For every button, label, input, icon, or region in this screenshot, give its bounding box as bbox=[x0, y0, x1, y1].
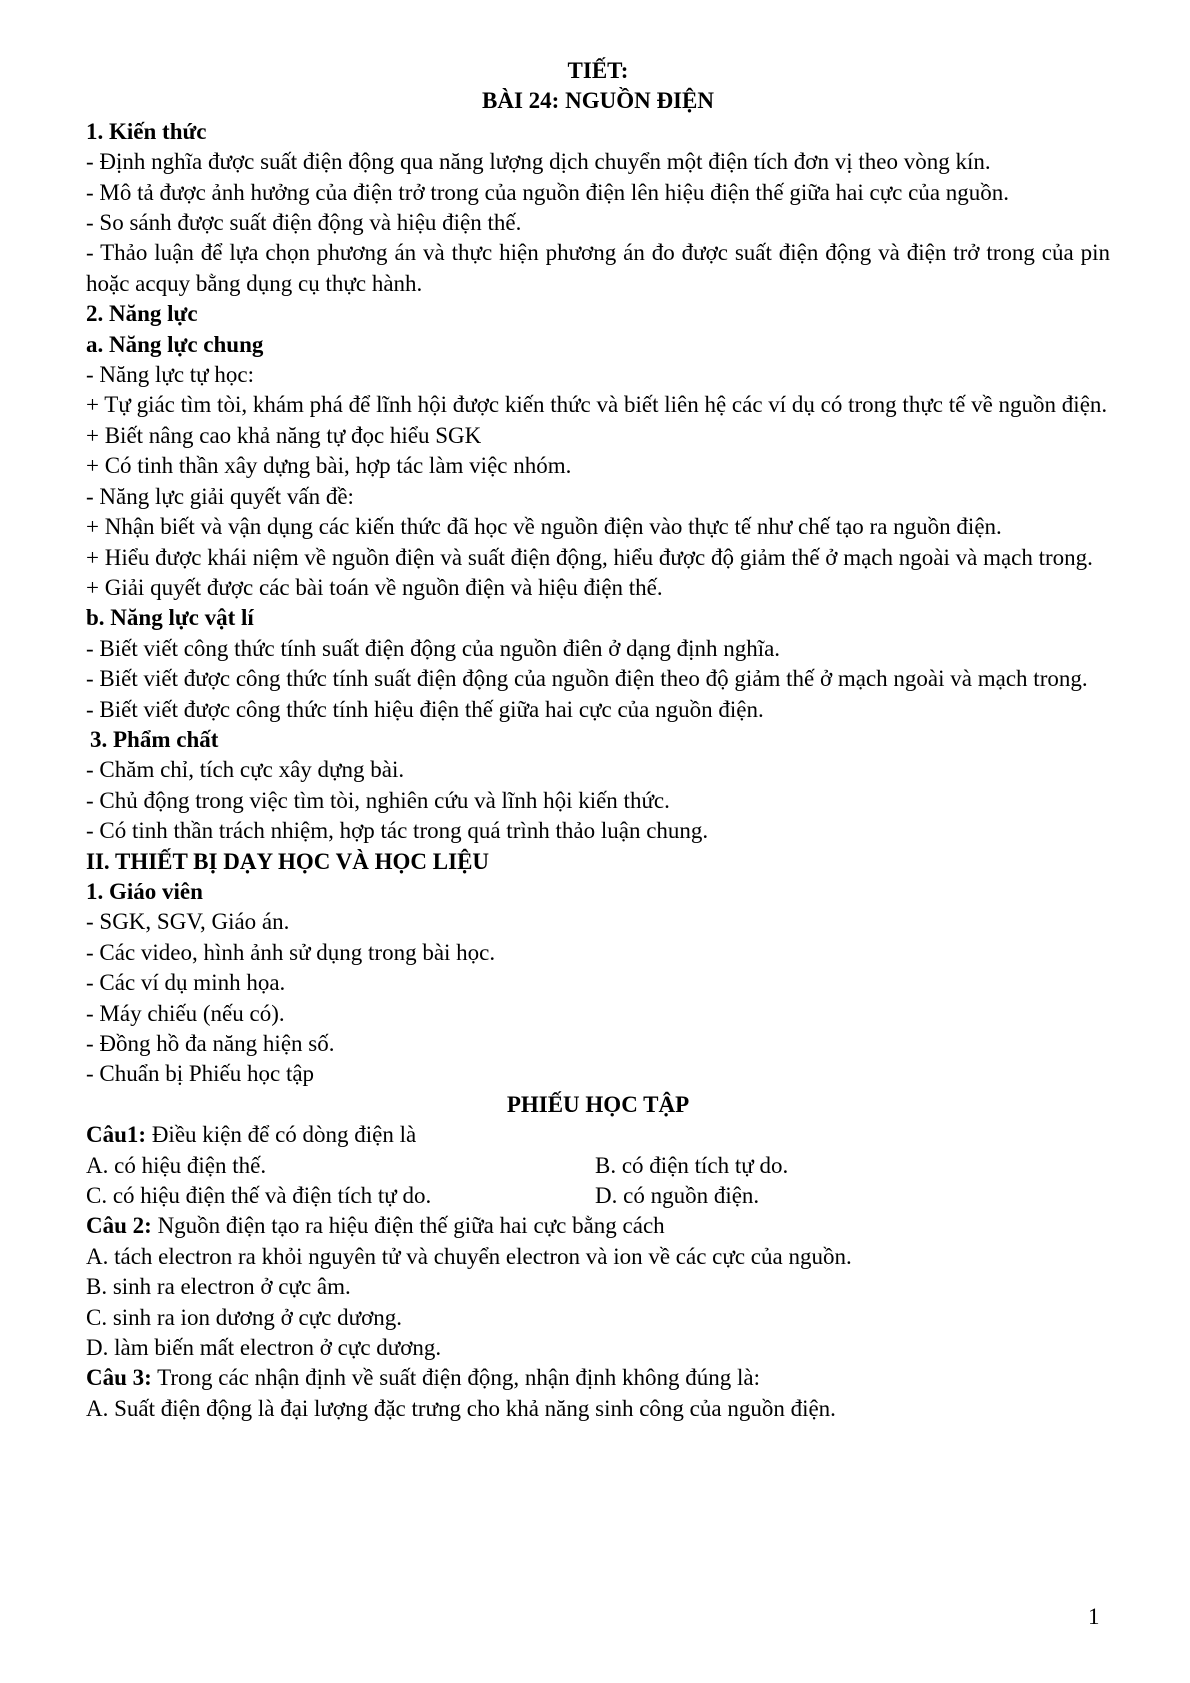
question-1 bbox=[86, 1120, 1110, 1150]
answer-b: B. sinh ra electron ở cực âm. bbox=[86, 1274, 351, 1300]
worksheet-title: PHIẾU HỌC TẬP bbox=[506, 1091, 690, 1117]
question-1-answers-row-1 bbox=[86, 1151, 1110, 1181]
lesson-title: BÀI 24: NGUỒN ĐIỆN bbox=[482, 88, 714, 114]
teacher-heading: 1. Giáo viên bbox=[86, 878, 203, 904]
tiet-label: TIẾT: bbox=[567, 58, 629, 83]
question-2-label: Câu 2: bbox=[86, 1213, 152, 1239]
competence-line: + Hiểu được khái niệm về nguồn điện và suất điện động, hiểu được độ giảm thế ở mạch ngoài và mạch trong. bbox=[86, 544, 1093, 570]
teacher-line: - Chuẩn bị Phiếu học tập bbox=[86, 1061, 315, 1087]
answer-c: C. có hiệu điện thế và điện tích tự do. bbox=[86, 1183, 432, 1209]
answer-b: B. có điện tích tự do. bbox=[595, 1152, 789, 1178]
question-2-text: Nguồn điện tạo ra hiệu điện thế giữa hai cực bằng cách bbox=[151, 1213, 665, 1239]
question-1-text: Điều kiện để có dòng điện là bbox=[146, 1122, 417, 1148]
competence-line: + Nhận biết và vận dụng các kiến thức đã học về nguồn điện vào thực tế như chế tạo ra nguồn điện. bbox=[86, 514, 1002, 540]
knowledge-line: - Mô tả được ảnh hưởng của điện trở trong của nguồn điện lên hiệu điện thế giữa hai cực của nguồn. bbox=[86, 179, 1010, 205]
question-1-answers-row-2 bbox=[86, 1181, 1110, 1211]
competence-line: + Biết nâng cao khả năng tự đọc hiểu SGK bbox=[86, 422, 482, 448]
teacher-line: - Các video, hình ảnh sử dụng trong bài học. bbox=[86, 939, 496, 965]
knowledge-line: - Thảo luận để lựa chọn phương án và thực hiện phương án đo được suất điện động và điện trở trong của pin hoặc acquy bằng dụng cụ thực hành. bbox=[86, 240, 1110, 296]
competence-line: + Tự giác tìm tòi, khám phá để lĩnh hội được kiến thức và biết liên hệ các ví dụ có trong thực tế về nguồn điện. bbox=[86, 392, 1108, 418]
question-3-label: Câu 3: bbox=[86, 1365, 152, 1391]
competence-line: - Năng lực giải quyết vấn đề: bbox=[86, 483, 354, 509]
answer-a: A. tách electron ra khỏi nguyên tử và chuyển electron và ion về các cực của nguồn. bbox=[86, 1243, 852, 1269]
teacher-line: - Máy chiếu (nếu có). bbox=[86, 1000, 285, 1026]
competence-line: - Năng lực tự học: bbox=[86, 362, 254, 388]
answer-c: C. sinh ra ion dương ở cực dương. bbox=[86, 1304, 402, 1330]
physics-competence-line: - Biết viết được công thức tính hiệu điện thế giữa hai cực của nguồn điện. bbox=[86, 696, 764, 722]
question-3-text: Trong các nhận định về suất điện động, nhận định không đúng là: bbox=[151, 1365, 760, 1391]
section-qualities-heading: 3. Phẩm chất bbox=[90, 726, 219, 752]
competence-line: + Có tinh thần xây dựng bài, hợp tác làm việc nhóm. bbox=[86, 453, 572, 479]
question-2 bbox=[86, 1211, 1110, 1241]
qualities-line: - Chăm chỉ, tích cực xây dựng bài. bbox=[86, 757, 405, 783]
answer-d: D. làm biến mất electron ở cực dương. bbox=[86, 1335, 442, 1361]
page-number: 1 bbox=[1088, 1604, 1100, 1629]
qualities-line: - Chủ động trong việc tìm tòi, nghiên cứu và lĩnh hội kiến thức. bbox=[86, 787, 670, 813]
answer-d: D. có nguồn điện. bbox=[595, 1183, 760, 1209]
qualities-line: - Có tinh thần trách nhiệm, hợp tác trong quá trình thảo luận chung. bbox=[86, 818, 709, 844]
teacher-line: - SGK, SGV, Giáo án. bbox=[86, 909, 290, 935]
section-knowledge-heading: 1. Kiến thức bbox=[86, 118, 207, 144]
teacher-line: - Các ví dụ minh họa. bbox=[86, 970, 286, 996]
section-competence-heading: 2. Năng lực bbox=[86, 301, 198, 327]
general-competence-heading: a. Năng lực chung bbox=[86, 331, 264, 357]
knowledge-line: - So sánh được suất điện động và hiệu điện thế. bbox=[86, 210, 522, 236]
physics-competence-heading: b. Năng lực vật lí bbox=[86, 605, 254, 631]
question-3 bbox=[86, 1363, 1110, 1393]
question-1-label: Câu1: bbox=[86, 1122, 147, 1148]
answer-a: A. Suất điện động là đại lượng đặc trưng cho khả năng sinh công của nguồn điện. bbox=[86, 1395, 836, 1421]
answer-a: A. có hiệu điện thế. bbox=[86, 1152, 267, 1178]
physics-competence-line: - Biết viết được công thức tính suất điện động của nguồn điện theo độ giảm thế ở mạch ngoài và mạch trong. bbox=[86, 666, 1088, 692]
competence-line: + Giải quyết được các bài toán về nguồn điện và hiệu điện thế. bbox=[86, 574, 663, 600]
section-equipment-heading: II. THIẾT BỊ DẠY HỌC VÀ HỌC LIỆU bbox=[86, 848, 490, 874]
physics-competence-line: - Biết viết công thức tính suất điện động của nguồn điên ở dạng định nghĩa. bbox=[86, 635, 781, 661]
teacher-line: - Đồng hồ đa năng hiện số. bbox=[86, 1031, 335, 1056]
document-page bbox=[86, 56, 1110, 1424]
knowledge-line: - Định nghĩa được suất điện động qua năng lượng dịch chuyển một điện tích đơn vị theo vòng kín. bbox=[86, 149, 991, 175]
